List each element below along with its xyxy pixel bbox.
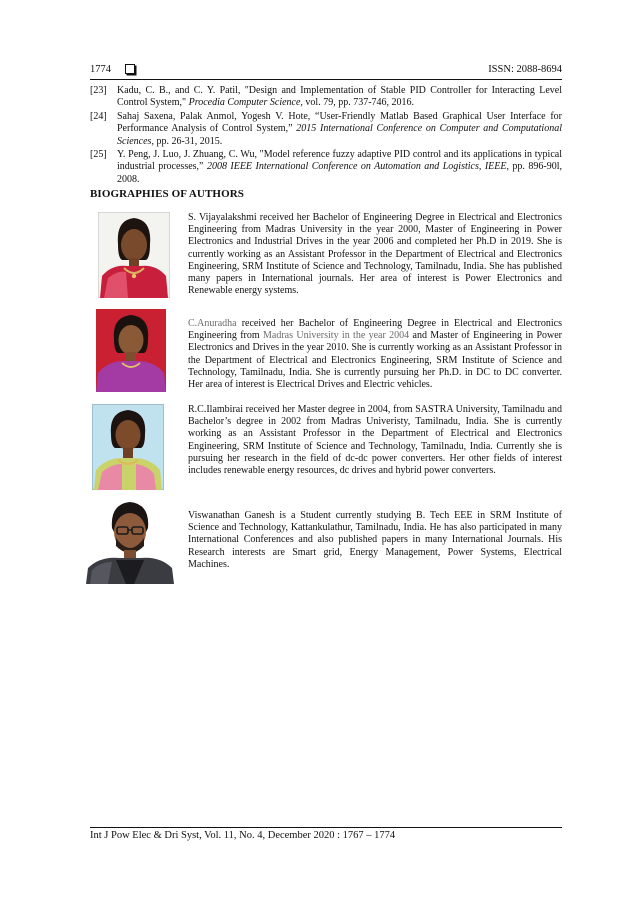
checkbox-square-icon: [125, 64, 135, 74]
reference-details: , pp. 896-90l, 2008.: [117, 161, 562, 185]
author-photo: [96, 309, 166, 392]
reference-publisher: IEEE: [484, 161, 507, 173]
reference-body: Y. Peng, J. Luo, J. Zhuang, C. Wu, "Model reference fuzzy adaptive PID control and its applications in typical industrial processes,”: [117, 149, 562, 173]
page-header: [90, 60, 562, 78]
bio-segment: and Master of Engineering in Power Electronics and Drives in the year 2010. She is currently working as an Assistant Professor in the Department of Electrical and Electronics Engineering, SRM Institute of Science and Technology, Tamilnadu, India. She is currently pursuing her Ph.D. in DC to DC converter. Her area of interest is Electrical Drives and Electric vehicles.: [188, 330, 562, 391]
reference-separator: ,: [478, 161, 485, 173]
author-bio: [90, 498, 562, 586]
author-bio-text: S. Vijayalakshmi received her Bachelor of Engineering Degree in Electrical and Electronics Engineering from Madras University in the year 2000, Master of Engineering in Power Electronics and Industrial Drives in the year 2006 and completed her Ph.D in 2019. She is currently working as an Assistant Professor in the Department of Electrical and Electronics Engineering, SRM Institute of Science and Technology, Tamilnadu, India. She has published many papers in International journals. Her area of interest is Power Electronics and Renewable energy systems.: [188, 212, 562, 297]
page-number: 1774: [90, 63, 111, 75]
reference-text: [117, 111, 562, 148]
reference-number: [23]: [90, 85, 107, 96]
reference-source: 2015 International Conference on Computer and Computational Sciences: [117, 123, 562, 147]
reference-item: [90, 149, 562, 186]
reference-text: [117, 85, 562, 110]
reference-body: Kadu, C. B., and C. Y. Patil, "Design and Implementation of Stable PID Controller for Interacting Level Control System,": [117, 85, 562, 109]
header-rule: [90, 79, 562, 80]
university-year: Madras University in the year 2004: [263, 330, 410, 342]
reference-number: [25]: [90, 149, 107, 161]
reference-source: Procedia Computer Science,: [188, 97, 303, 109]
reference-source: 2008 IEEE International Conference on Automation and Logistics: [206, 161, 479, 173]
reference-details: , pp. 26-31, 2015.: [151, 135, 223, 147]
reference-number: [24]: [90, 110, 107, 122]
author-bio: [90, 404, 562, 490]
reference-details: vol. 79, pp. 737-746, 2016.: [302, 97, 415, 109]
reference-item: [90, 111, 562, 148]
issn: ISSN: 2088-8694: [488, 63, 562, 75]
author-bio-text: R.C.Ilambirai received her Master degree in 2004, from SASTRA University, Tamilnadu and Bachelor’s degree in 2002 from Madras Univeristy, Tamilnadu, India. She is currently working as an Assistant Professor in the Department of Electrical and Electronics Engineering, SRM Institute of Science and Technology, Tamilnadu, India. Currently she is pursuing her research in the field of dc-dc power converters. Her other fields of interest includes renewable energy resources, dc drives and hybrid power converters.: [188, 404, 562, 477]
references-list: [90, 85, 562, 187]
author-bio: [90, 309, 562, 395]
footer-rule: [90, 827, 562, 828]
footer-citation: Int J Pow Elec & Dri Syst, Vol. 11, No. 4, December 2020 : 1767 – 1774: [90, 830, 396, 841]
author-photo: [92, 404, 164, 490]
bio-segment: received her Bachelor of Engineering Degree in Electrical and Electronics Engineering from: [188, 318, 562, 342]
section-title: BIOGRAPHIES OF AUTHORS: [90, 188, 244, 200]
reference-item: [90, 85, 562, 110]
author-bio-text: [188, 318, 562, 391]
reference-text: [117, 149, 562, 186]
author-name: C.Anuradha: [188, 318, 237, 329]
author-photo: [86, 498, 174, 584]
author-bio: [90, 212, 562, 302]
author-bio-text: Viswanathan Ganesh is a Student currently studying B. Tech EEE in SRM Institute of Science and Technology, Kattankulathur, Tamilnadu, India. He has also participated in many International Conferences and also published papers in many International Journals. His Research interests are Smart grid, Energy Management, Power Systems, Electrical Machines.: [188, 510, 562, 570]
author-photo: [98, 212, 170, 298]
reference-body: Sahaj Saxena, Palak Anmol, Yogesh V. Hote, “User-Friendly Matlab Based Graphical User Interface for Performance Analysis of Control System,”: [117, 110, 562, 135]
header-left: [90, 64, 135, 75]
